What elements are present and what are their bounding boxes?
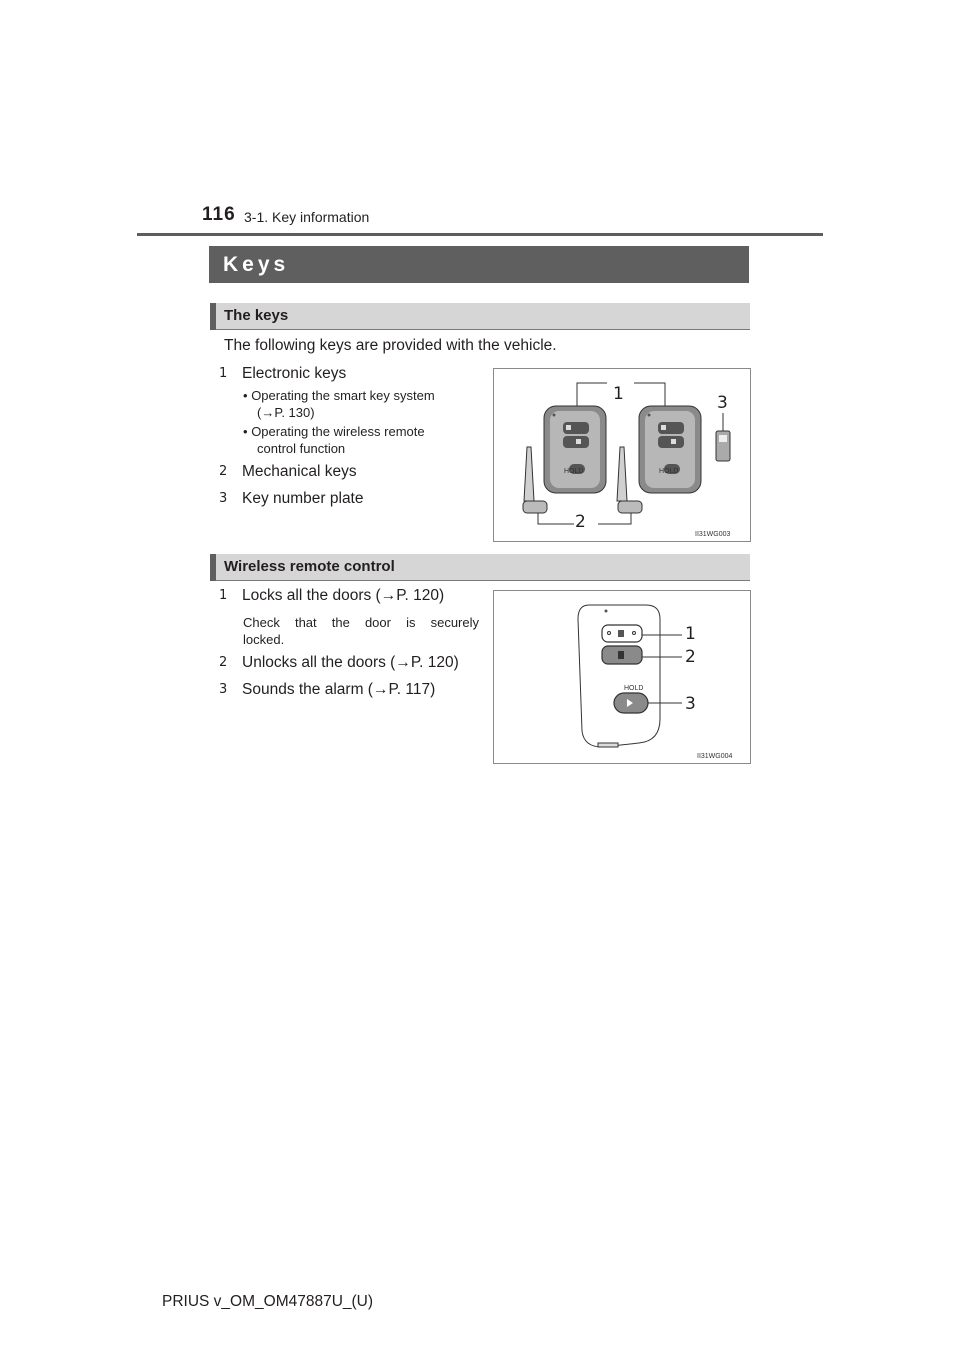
mechanical-key-right-icon <box>617 447 642 513</box>
sub-bullet-wireless <box>243 423 479 457</box>
hold-label: HOLD <box>659 468 679 475</box>
section-banner <box>209 246 749 283</box>
callout-1: 1 <box>613 384 624 404</box>
item-label-unlock: Unlocks all the doors (→P. 120) <box>242 654 459 671</box>
remote-figure <box>493 590 751 764</box>
lock-note <box>243 614 479 648</box>
page-number: 116 <box>202 204 236 225</box>
item-number: 2 <box>219 464 228 479</box>
smart-key-left-icon <box>544 406 606 493</box>
item-number: 3 <box>219 682 228 697</box>
item-number: 2 <box>219 655 228 670</box>
hold-label: HOLD <box>564 468 584 475</box>
sub-bullet-text: Operating the smart key system <box>251 388 435 403</box>
intro-text: The following keys are provided with the vehicle. <box>224 337 557 354</box>
sub-bullet-cont: control function <box>257 441 346 456</box>
callout-3: 3 <box>717 393 728 413</box>
bullet-mark: • <box>243 388 248 403</box>
keys-figure <box>493 368 751 542</box>
figure-code: II31WG003 <box>695 531 731 538</box>
subheading-bar <box>210 554 216 581</box>
figure-code: II31WG004 <box>697 753 733 760</box>
hold-label: HOLD <box>624 685 644 692</box>
footer-doc-id: PRIUS v_OM_OM47887U_(U) <box>162 1293 374 1310</box>
item-label-mechanical-keys: Mechanical keys <box>242 463 357 480</box>
remote-illustration <box>494 591 750 763</box>
smart-key-remote-icon <box>578 605 660 747</box>
bullet-mark: • <box>243 424 248 439</box>
callout-2: 2 <box>685 647 696 667</box>
subheading-text: The keys <box>224 307 289 324</box>
sub-bullet-text: Operating the wireless remote <box>251 424 425 439</box>
subheading-the-keys <box>210 303 750 330</box>
note-line: Check that the door is securely <box>243 615 479 630</box>
smart-key-right-icon <box>639 406 701 493</box>
item-label-alarm: Sounds the alarm (→P. 117) <box>242 681 436 698</box>
sub-bullet-smart-key <box>243 387 479 421</box>
item-number: 1 <box>219 366 228 381</box>
header-rule <box>137 233 823 236</box>
mechanical-key-left-icon <box>523 447 547 513</box>
item-label-electronic-keys: Electronic keys <box>242 365 347 382</box>
item-number: 1 <box>219 588 228 603</box>
subheading-wireless-remote <box>210 554 750 581</box>
item-label-key-number-plate: Key number plate <box>242 490 364 507</box>
item-label-lock: Locks all the doors (→P. 120) <box>242 587 445 604</box>
key-number-plate-icon <box>716 431 730 461</box>
note-line: locked. <box>243 632 285 647</box>
callout-2: 2 <box>575 512 586 532</box>
callout-1: 1 <box>685 624 696 644</box>
sub-bullet-ref: (→P. 130) <box>257 405 315 420</box>
chapter-title: 3-1. Key information <box>244 209 370 225</box>
item-number: 3 <box>219 491 228 506</box>
section-title: Keys <box>223 253 290 276</box>
subheading-bar <box>210 303 216 330</box>
callout-3: 3 <box>685 694 696 714</box>
subheading-text: Wireless remote control <box>224 558 395 575</box>
